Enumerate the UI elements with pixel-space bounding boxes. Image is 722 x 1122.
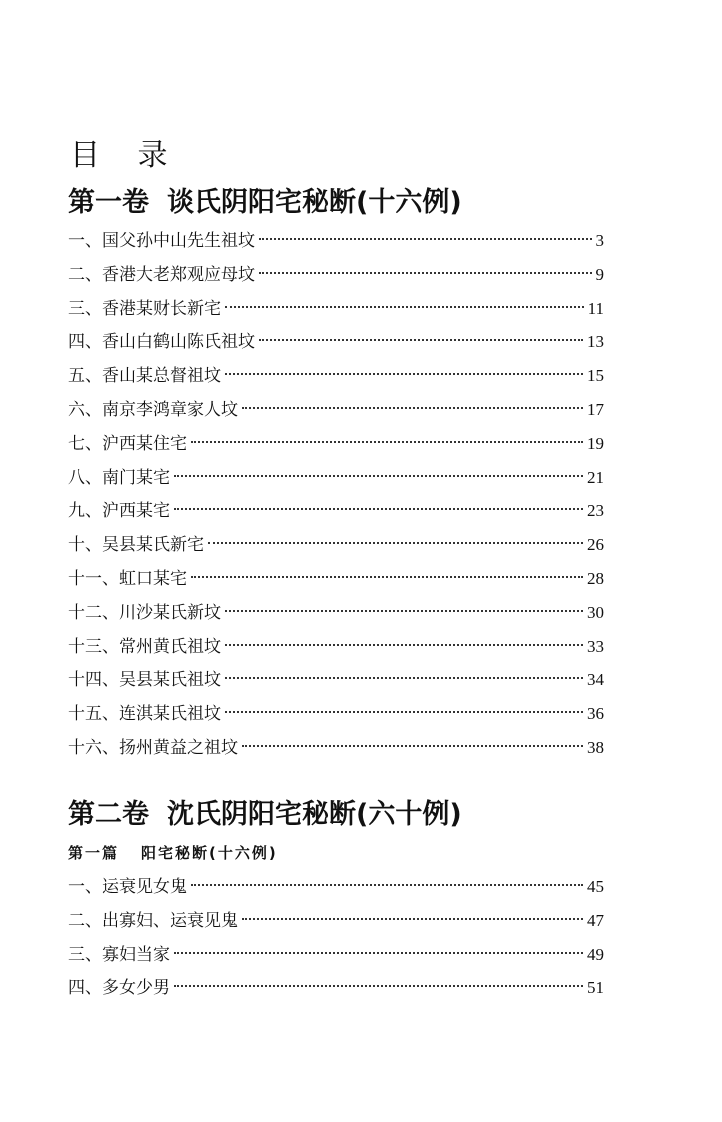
dot-leader <box>208 542 583 544</box>
toc-entry-page: 30 <box>587 602 604 622</box>
toc-entry-page: 3 <box>595 231 604 250</box>
toc-entry-label: 二、出寡妇、运衰见鬼 <box>68 910 238 931</box>
toc-entry-label: 十六、扬州黄益之祖坟 <box>68 737 238 758</box>
toc-entry[interactable] <box>68 630 604 664</box>
toc-entry-label: 十一、虹口某宅 <box>68 568 187 589</box>
dot-leader <box>225 610 583 612</box>
volume-2-heading <box>68 797 462 833</box>
volume-2-toc <box>68 870 604 1005</box>
toc-entry[interactable] <box>68 904 604 938</box>
toc-entry-label: 九、沪西某宅 <box>68 501 170 522</box>
dot-leader <box>174 985 583 987</box>
volume-2-subtitle: 沈氏阴阳宅秘断(六十例) <box>167 799 462 830</box>
toc-entry-label: 十、吴县某氏新宅 <box>68 535 204 556</box>
dot-leader <box>259 272 592 274</box>
toc-entry-label: 十五、连淇某氏祖坟 <box>68 704 221 725</box>
dot-leader <box>225 644 583 646</box>
toc-entry-label: 十二、川沙某氏新坟 <box>68 602 221 623</box>
toc-entry[interactable] <box>68 971 604 1005</box>
dot-leader <box>174 952 583 954</box>
dot-leader <box>242 745 583 747</box>
toc-entry-page: 19 <box>587 433 604 453</box>
toc-entry[interactable] <box>68 938 604 972</box>
dot-leader <box>242 918 583 920</box>
dot-leader <box>225 677 583 679</box>
toc-entry-page: 9 <box>595 264 604 284</box>
section-heading <box>68 842 278 864</box>
toc-entry-label: 四、多女少男 <box>68 978 170 999</box>
toc-entry[interactable] <box>68 494 604 528</box>
toc-entry-page: 13 <box>587 332 604 352</box>
toc-entry-page: 34 <box>587 670 604 690</box>
toc-entry-page: 45 <box>587 877 604 896</box>
toc-entry[interactable] <box>68 697 604 731</box>
dot-leader <box>191 576 583 578</box>
toc-entry-page: 17 <box>587 399 604 419</box>
dot-leader <box>225 373 583 375</box>
toc-entry-page: 36 <box>587 704 604 724</box>
toc-entry-label: 四、香山白鹤山陈氏祖坟 <box>68 332 255 353</box>
toc-entry[interactable] <box>68 731 604 765</box>
toc-entry[interactable] <box>68 258 604 292</box>
toc-entry-label: 五、香山某总督祖坟 <box>68 366 221 387</box>
toc-entry-label: 一、国父孙中山先生祖坟 <box>68 231 255 251</box>
toc-entry-page: 33 <box>587 636 604 656</box>
dot-leader <box>259 339 583 341</box>
toc-entry-page: 26 <box>587 535 604 555</box>
dot-leader <box>191 441 583 443</box>
toc-entry-page: 51 <box>587 978 604 998</box>
toc-entry[interactable] <box>68 325 604 359</box>
page-title: 目 录 <box>70 138 182 173</box>
toc-entry-page: 47 <box>587 910 604 930</box>
dot-leader <box>174 508 583 510</box>
toc-entry-label: 三、寡妇当家 <box>68 944 170 965</box>
toc-entry[interactable] <box>68 870 604 904</box>
toc-entry-label: 三、香港某财长新宅 <box>68 298 221 319</box>
section-subtitle: 阳宅秘断(十六例) <box>141 844 278 862</box>
dot-leader <box>242 407 583 409</box>
volume-1-number: 第一卷 <box>68 187 149 218</box>
volume-2-number: 第二卷 <box>68 799 149 830</box>
dot-leader <box>225 711 583 713</box>
volume-1-toc <box>68 224 604 765</box>
toc-entry-label: 七、沪西某住宅 <box>68 433 187 454</box>
toc-entry-page: 23 <box>587 501 604 521</box>
toc-entry-page: 49 <box>587 944 604 964</box>
toc-entry[interactable] <box>68 359 604 393</box>
volume-1-heading <box>68 185 462 221</box>
toc-entry-label: 二、香港大老郑观应母坟 <box>68 264 255 285</box>
toc-entry[interactable] <box>68 224 604 258</box>
toc-entry-page: 15 <box>587 366 604 386</box>
toc-entry-label: 六、南京李鸿章家人坟 <box>68 399 238 420</box>
dot-leader <box>259 238 592 240</box>
toc-entry-page: 38 <box>587 737 604 757</box>
toc-entry[interactable] <box>68 427 604 461</box>
toc-entry[interactable] <box>68 461 604 495</box>
toc-entry-page: 28 <box>587 568 604 588</box>
toc-entry-page: 21 <box>587 467 604 487</box>
dot-leader <box>174 475 583 477</box>
toc-entry-page: 11 <box>587 298 604 318</box>
toc-entry-label: 十四、吴县某氏祖坟 <box>68 670 221 691</box>
dot-leader <box>191 884 583 886</box>
toc-entry[interactable] <box>68 663 604 697</box>
volume-1-subtitle: 谈氏阴阳宅秘断(十六例) <box>167 187 462 218</box>
toc-entry[interactable] <box>68 528 604 562</box>
section-number: 第一篇 <box>68 844 120 862</box>
dot-leader <box>225 306 584 308</box>
toc-entry-label: 十三、常州黄氏祖坟 <box>68 636 221 657</box>
toc-entry[interactable] <box>68 292 604 326</box>
toc-entry[interactable] <box>68 393 604 427</box>
toc-entry-label: 八、南门某宅 <box>68 467 170 488</box>
toc-entry-label: 一、运衰见女鬼 <box>68 877 187 897</box>
toc-entry[interactable] <box>68 562 604 596</box>
toc-entry[interactable] <box>68 596 604 630</box>
